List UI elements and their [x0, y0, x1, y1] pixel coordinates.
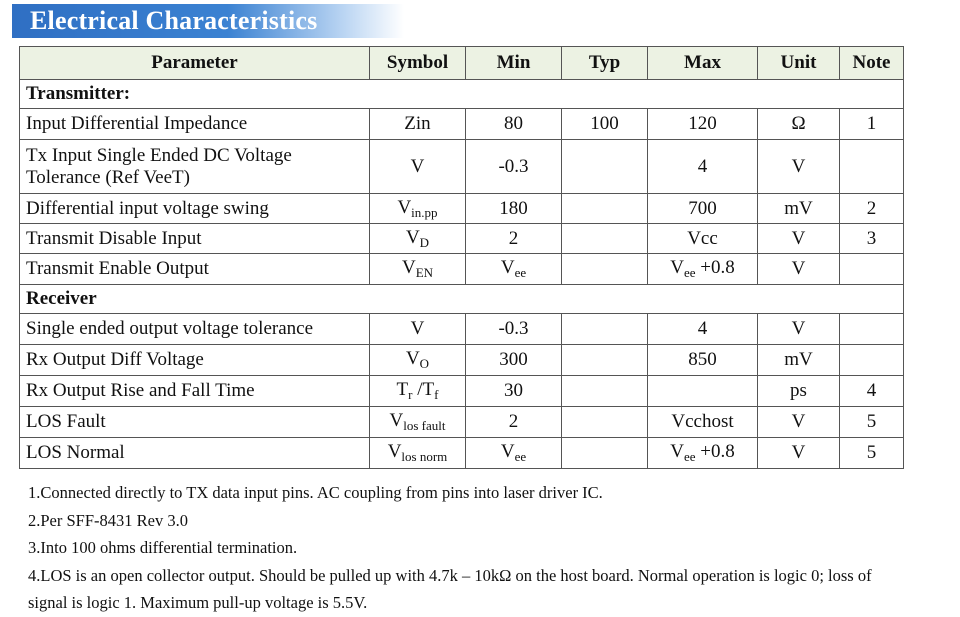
cell-note: 4 — [840, 376, 904, 407]
cell-parameter: Single ended output voltage tolerance — [20, 314, 370, 345]
section-label-receiver: Receiver — [20, 285, 904, 314]
cell-max — [648, 376, 758, 407]
cell-symbol — [370, 224, 466, 254]
max-suffix: +0.8 — [695, 257, 735, 278]
cell-unit: ps — [758, 376, 840, 407]
table-row — [20, 109, 904, 140]
cell-min: 300 — [466, 345, 562, 376]
cell-note: 5 — [840, 438, 904, 469]
cell-max: 700 — [648, 194, 758, 224]
symbol-rise-subscript: r — [408, 387, 413, 402]
symbol-main: V — [405, 348, 420, 369]
min-subscript: ee — [514, 449, 527, 464]
cell-max: 4 — [648, 314, 758, 345]
min-main: V — [500, 441, 515, 462]
cell-min: 30 — [466, 376, 562, 407]
cell-parameter: LOS Normal — [20, 438, 370, 469]
section-title: Electrical Characteristics — [30, 6, 318, 35]
min-subscript: ee — [514, 265, 527, 280]
header-unit: Unit — [758, 47, 840, 80]
symbol-subscript: EN — [415, 265, 434, 280]
symbol-rise: T — [396, 379, 409, 400]
cell-typ — [562, 254, 648, 285]
cell-symbol — [370, 376, 466, 407]
table-row — [20, 314, 904, 345]
max-main: V — [670, 257, 684, 278]
cell-typ — [562, 376, 648, 407]
symbol-main: V — [387, 441, 402, 462]
table-row — [20, 438, 904, 469]
cell-note — [840, 140, 904, 194]
cell-symbol — [370, 345, 466, 376]
cell-typ — [562, 224, 648, 254]
cell-parameter: Transmit Enable Output — [20, 254, 370, 285]
symbol-main: V — [405, 226, 420, 248]
header-note: Note — [840, 47, 904, 80]
cell-parameter: LOS Fault — [20, 407, 370, 438]
cell-symbol: V — [370, 314, 466, 345]
header-symbol: Symbol — [370, 47, 466, 80]
cell-typ — [562, 314, 648, 345]
cell-note — [840, 254, 904, 285]
cell-unit: mV — [758, 345, 840, 376]
footnote-4: 4.LOS is an open collector output. Should be pulled up with 4.7k – 10kΩ on the host board. Normal operation is logic 0; loss of signal is logic 1. Maximum pull-up voltage is 5.5V. — [28, 565, 872, 612]
symbol-fall-subscript: f — [434, 387, 439, 402]
table-row — [20, 224, 904, 254]
table-row — [20, 407, 904, 438]
electrical-characteristics-table — [19, 46, 904, 469]
symbol-main: V — [389, 410, 404, 431]
symbol-subscript: los norm — [401, 449, 448, 464]
footnote-1: 1.Connected directly to TX data input pins. AC coupling from pins into laser driver IC. — [28, 483, 603, 502]
section-row-receiver — [20, 285, 904, 314]
table-row — [20, 194, 904, 224]
table-row — [20, 345, 904, 376]
cell-max: 850 — [648, 345, 758, 376]
cell-parameter: Rx Output Rise and Fall Time — [20, 376, 370, 407]
header-row — [20, 47, 904, 80]
cell-typ: 100 — [562, 109, 648, 140]
cell-unit: V — [758, 407, 840, 438]
cell-symbol: Zin — [370, 109, 466, 140]
symbol-main: V — [401, 257, 416, 278]
cell-note: 3 — [840, 224, 904, 254]
cell-parameter: Transmit Disable Input — [20, 224, 370, 254]
cell-unit: Ω — [758, 109, 840, 140]
cell-min: -0.3 — [466, 140, 562, 194]
cell-symbol — [370, 438, 466, 469]
header-max: Max — [648, 47, 758, 80]
max-subscript: ee — [683, 449, 696, 464]
cell-min — [466, 438, 562, 469]
cell-min: 180 — [466, 194, 562, 224]
cell-note: 2 — [840, 194, 904, 224]
max-subscript: ee — [683, 265, 696, 280]
max-suffix: +0.8 — [695, 441, 735, 462]
cell-unit: V — [758, 314, 840, 345]
cell-max: Vcc — [648, 224, 758, 254]
header-min: Min — [466, 47, 562, 80]
table-row — [20, 376, 904, 407]
cell-note: 5 — [840, 407, 904, 438]
cell-unit: mV — [758, 194, 840, 224]
symbol-fall: T — [422, 379, 435, 400]
cell-parameter: Rx Output Diff Voltage — [20, 345, 370, 376]
cell-max: 120 — [648, 109, 758, 140]
footnote-2: 2.Per SFF-8431 Rev 3.0 — [28, 510, 188, 530]
cell-symbol — [370, 407, 466, 438]
cell-symbol — [370, 194, 466, 224]
cell-unit: V — [758, 438, 840, 469]
cell-parameter: Differential input voltage swing — [20, 194, 370, 224]
symbol-main: V — [397, 196, 412, 218]
cell-typ — [562, 194, 648, 224]
cell-symbol: V — [370, 140, 466, 194]
cell-max — [648, 438, 758, 469]
cell-min: 80 — [466, 109, 562, 140]
cell-unit: V — [758, 140, 840, 194]
cell-max: 4 — [648, 140, 758, 194]
cell-note — [840, 314, 904, 345]
cell-max: Vcchost — [648, 407, 758, 438]
cell-symbol — [370, 254, 466, 285]
cell-parameter: Tx Input Single Ended DC Voltage Tolerance (Ref VeeT) — [20, 140, 370, 194]
header-parameter: Parameter — [20, 47, 370, 80]
footnote-3: 3.Into 100 ohms differential termination. — [28, 538, 298, 557]
cell-note: 1 — [840, 109, 904, 140]
cell-note — [840, 345, 904, 376]
header-typ: Typ — [562, 47, 648, 80]
symbol-subscript: los fault — [403, 418, 446, 433]
cell-typ — [562, 345, 648, 376]
cell-parameter: Input Differential Impedance — [20, 109, 370, 140]
cell-max — [648, 254, 758, 285]
cell-typ — [562, 407, 648, 438]
footnotes — [28, 479, 898, 617]
cell-unit: V — [758, 224, 840, 254]
symbol-subscript: in.pp — [411, 204, 438, 220]
cell-min: 2 — [466, 224, 562, 254]
cell-unit: V — [758, 254, 840, 285]
table-row — [20, 254, 904, 285]
cell-min — [466, 254, 562, 285]
table-row — [20, 140, 904, 194]
section-row-transmitter — [20, 80, 904, 109]
cell-min: -0.3 — [466, 314, 562, 345]
cell-typ — [562, 438, 648, 469]
cell-typ — [562, 140, 648, 194]
min-main: V — [500, 257, 515, 278]
cell-min: 2 — [466, 407, 562, 438]
section-banner — [12, 4, 404, 38]
max-main: V — [670, 441, 684, 462]
section-label-transmitter: Transmitter: — [20, 80, 904, 109]
symbol-separator: / — [412, 379, 423, 400]
symbol-subscript: O — [419, 356, 430, 371]
symbol-subscript: D — [419, 234, 430, 250]
